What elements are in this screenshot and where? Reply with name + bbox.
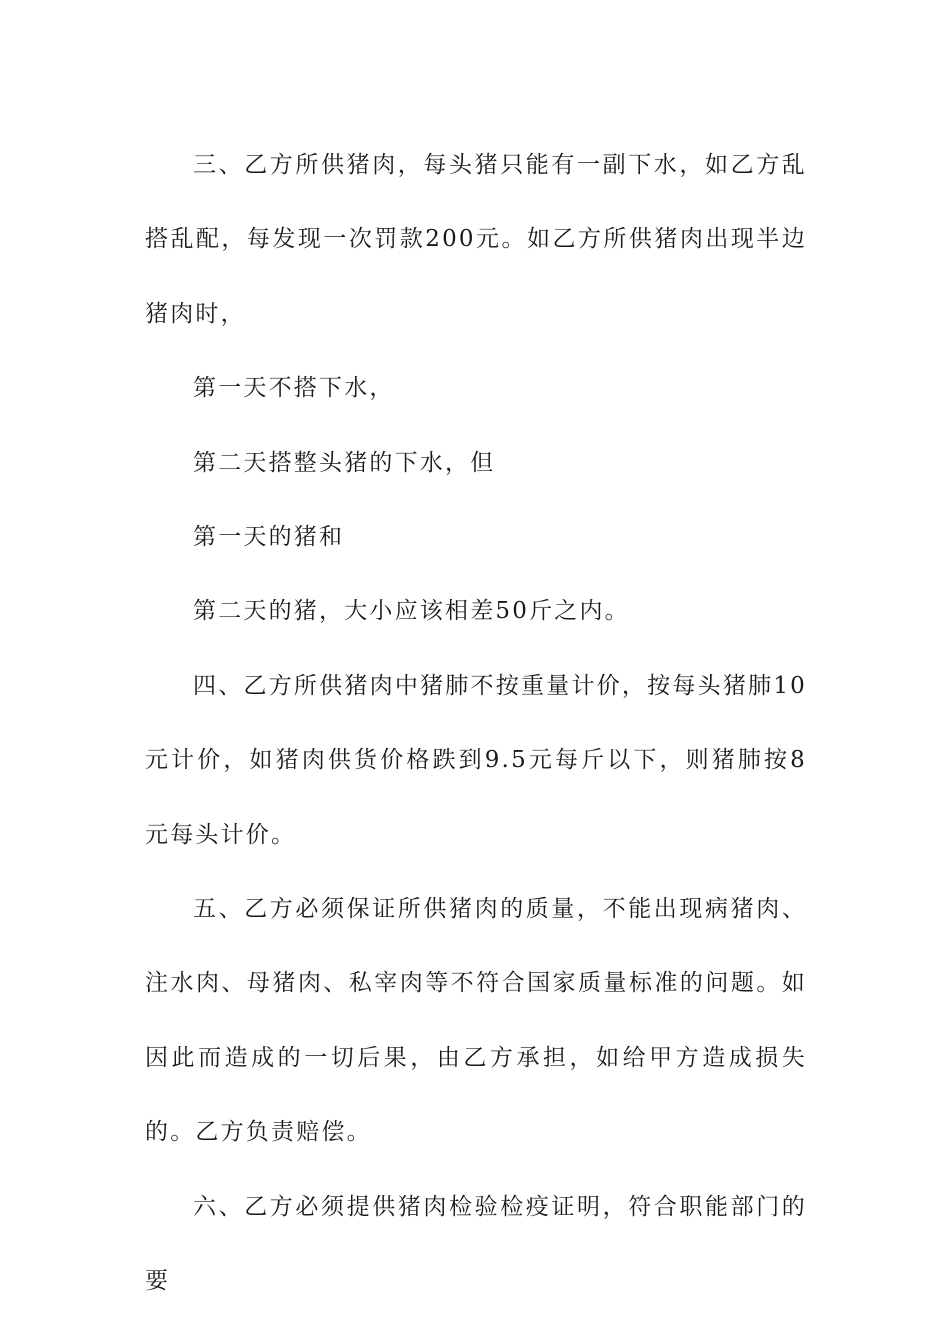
- day-one-line: 第一天不搭下水，: [193, 375, 395, 402]
- day-two-pig-line: 第二天的猪，大小应该相差50斤之内。: [193, 598, 630, 625]
- clause-five-paragraph: 五、乙方必须保证所供猪肉的质量，不能出现病猪肉、注水肉、母猪肉、私宰肉等不符合国家质量标准的问题。如因此而造成的一切后果，由乙方承担，如给甲方造成损失的。乙方负责赔偿。: [145, 896, 807, 1146]
- clause-three-paragraph: 三、乙方所供猪肉，每头猪只能有一副下水，如乙方乱搭乱配，每发现一次罚款200元。如乙方所供猪肉出现半边猪肉时，: [145, 152, 807, 327]
- clause-six-paragraph: 六、乙方必须提供猪肉检验检疫证明，符合职能部门的要: [145, 1193, 807, 1295]
- day-two-line: 第二天搭整头猪的下水，但: [193, 449, 496, 476]
- day-one-pig-line: 第一天的猪和: [193, 524, 345, 551]
- contract-body: [145, 128, 807, 1319]
- clause-four-paragraph: 四、乙方所供猪肉中猪肺不按重量计价，按每头猪肺10元计价，如猪肉供货价格跌到9.5元每斤以下，则猪肺按8元每头计价。: [145, 672, 807, 848]
